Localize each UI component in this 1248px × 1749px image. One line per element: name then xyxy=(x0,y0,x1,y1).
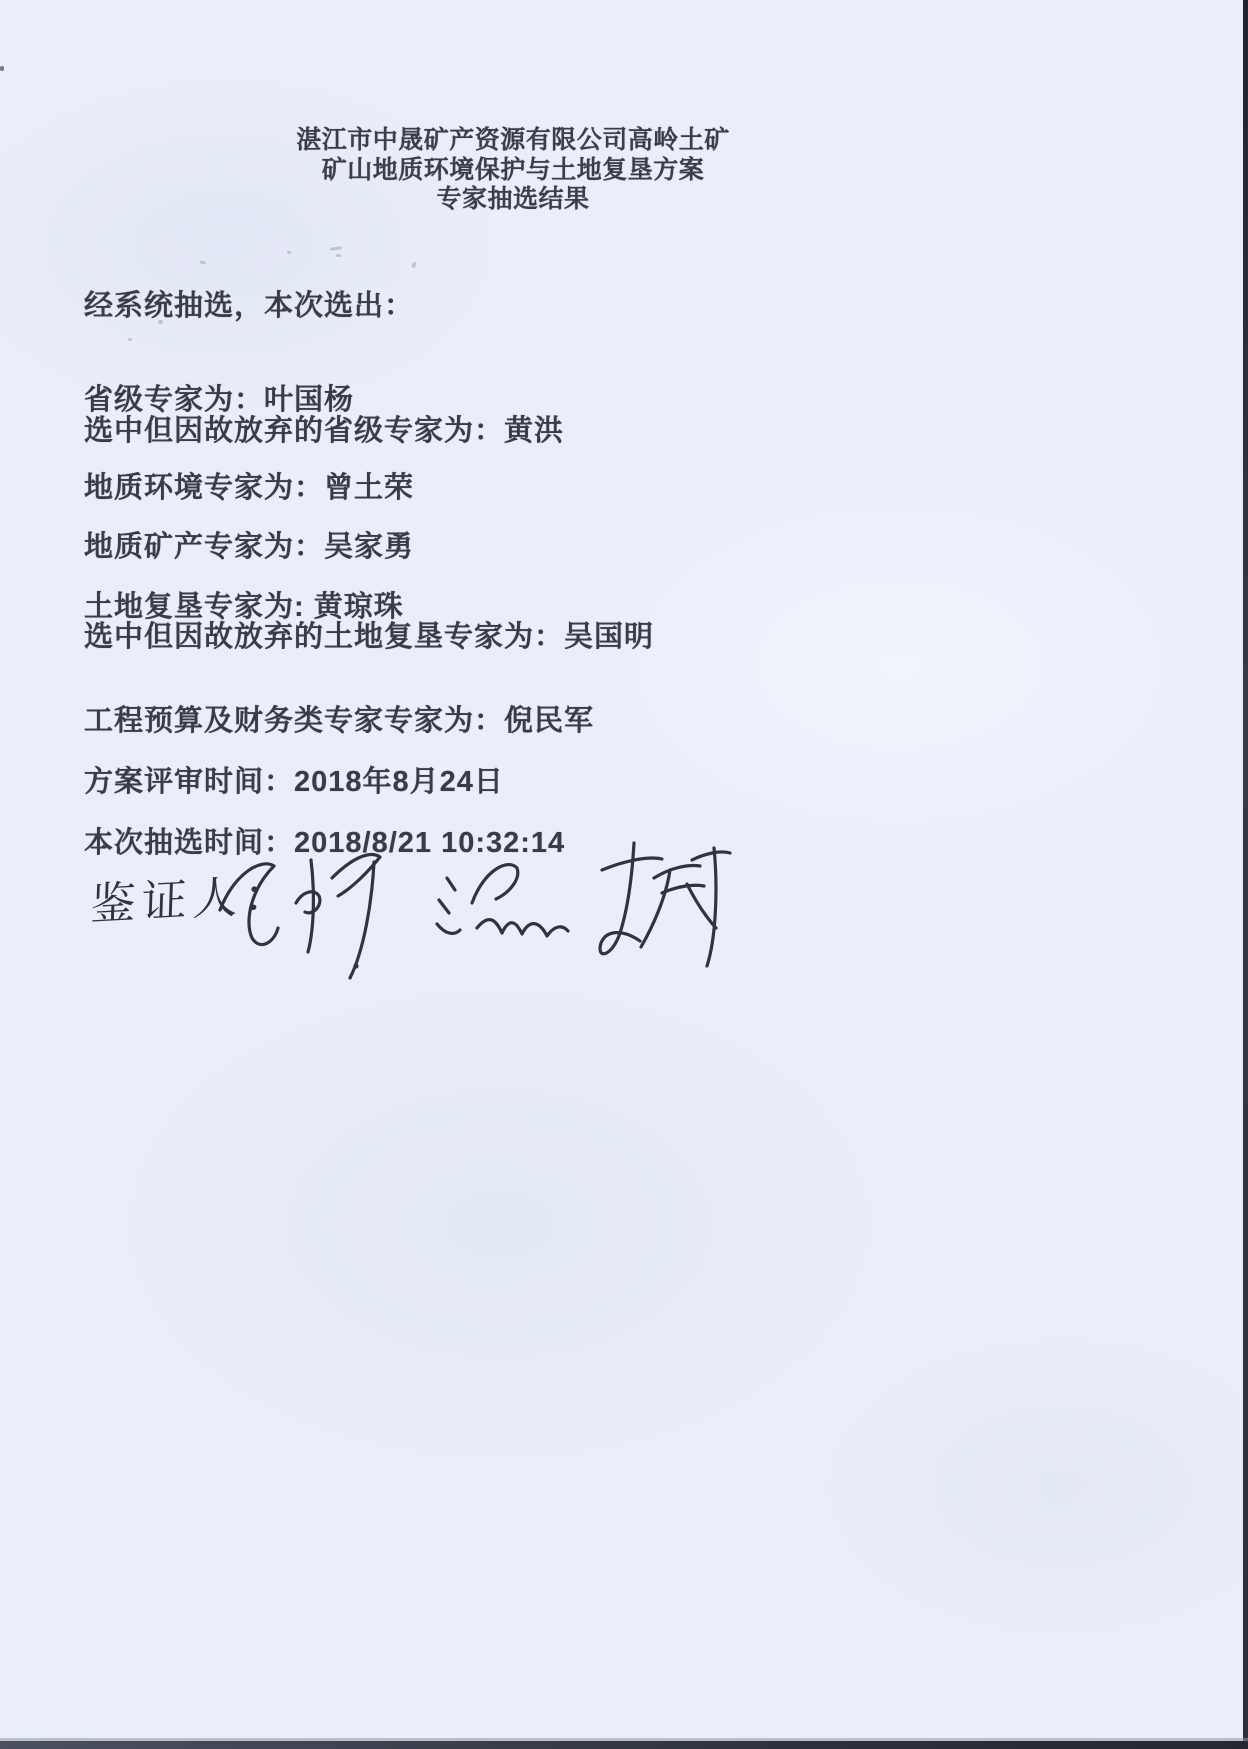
scan-edge-right xyxy=(1243,0,1248,1749)
handwritten-signature-2 xyxy=(437,865,568,936)
budget-finance-expert-line: 工程预算及财务类专家专家为：倪民军 xyxy=(84,705,595,737)
scan-edge-speck xyxy=(0,66,4,71)
scan-edge-bottom xyxy=(0,1741,1248,1749)
scan-smudge xyxy=(128,338,132,341)
provincial-expert-line: 省级专家为：叶国杨 xyxy=(84,384,355,416)
title-line-result: 专家抽选结果 xyxy=(436,185,590,213)
review-date-line: 方案评审时间：2018年8月24日 xyxy=(84,766,504,798)
witness-prefix-handwritten: 鉴证人： xyxy=(89,868,296,931)
scan-smudge xyxy=(287,251,291,254)
title-line-company: 湛江市中晟矿产资源有限公司高岭土矿 xyxy=(296,126,730,154)
handwritten-signatures xyxy=(200,830,780,1005)
handwritten-signature-3 xyxy=(600,843,730,966)
title-line-plan: 矿山地质环境保护与土地复垦方案 xyxy=(321,155,705,184)
geo-mineral-expert-line: 地质矿产专家为：吴家勇 xyxy=(84,531,415,563)
provincial-expert-waiver-line: 选中但因故放弃的省级专家为：黄洪 xyxy=(84,415,565,447)
intro-line: 经系统抽选，本次选出： xyxy=(84,290,415,322)
scan-smudge xyxy=(336,254,341,257)
scan-smudge xyxy=(200,260,207,265)
handwritten-signature-1 xyxy=(220,855,380,978)
scan-smudge xyxy=(411,261,417,268)
scan-smudge xyxy=(330,246,342,251)
document-title xyxy=(84,126,942,215)
geo-environment-expert-line: 地质环境专家为：曾土荣 xyxy=(84,472,415,504)
land-reclamation-expert-line: 土地复垦专家为: 黄琼珠 xyxy=(84,591,404,623)
selection-time-line: 本次抽选时间：2018/8/21 10:32:14 xyxy=(84,827,566,859)
land-reclamation-waiver-line: 选中但因故放弃的土地复垦专家为：吴国明 xyxy=(84,621,655,653)
